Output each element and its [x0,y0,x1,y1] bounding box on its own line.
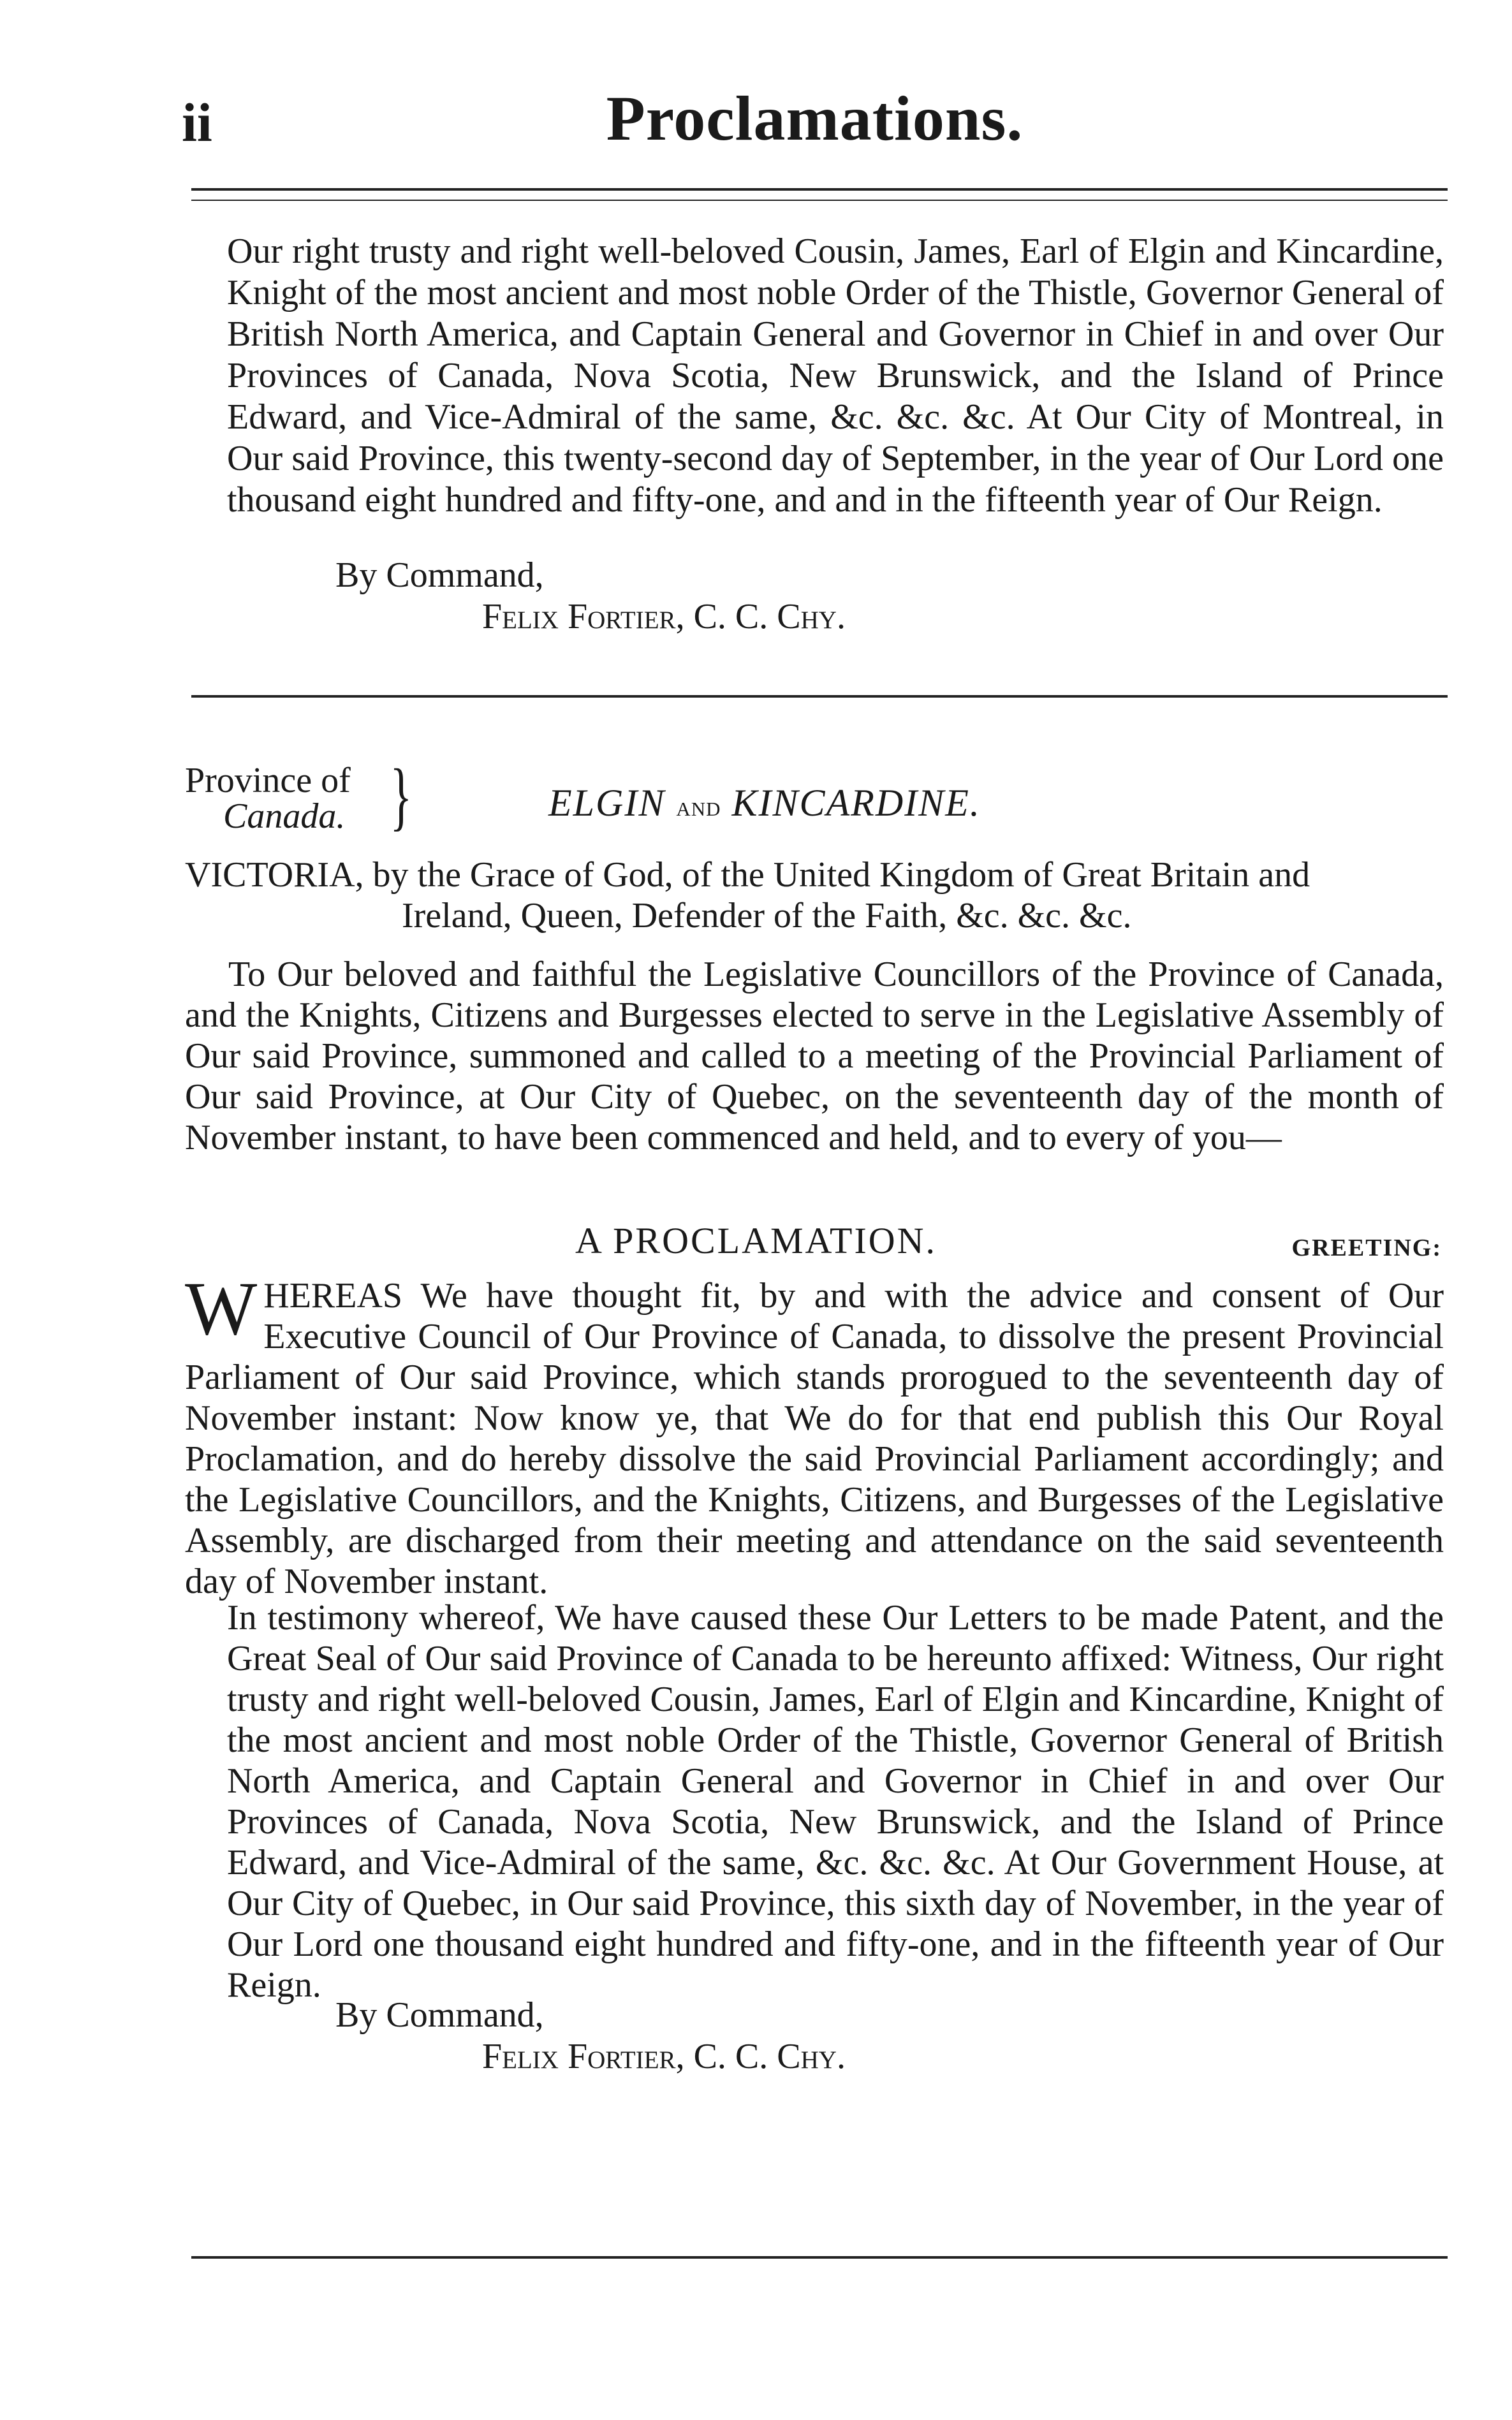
royal-style-line2: Ireland, Queen, Defender of the Faith, &c. &c. &c. [402,896,1132,935]
signatory: Felix Fortier, C. C. Chy. [482,597,846,636]
by-command-2: By Command, [335,1995,544,2035]
whereas-paragraph [185,1266,1444,1602]
governor-and: and [676,791,721,822]
section-divider [191,695,1448,698]
governor-title [548,781,981,825]
page-header [182,77,1448,153]
governor-title-name: KINCARDINE. [731,782,981,824]
brace-glyph: } [390,753,413,838]
drop-cap: W [185,1266,258,1351]
greeting: GREETING: [1291,1235,1442,1261]
by-command: By Command, [335,555,544,595]
royal-style-line1: VICTORIA, by the Grace of God, of the United Kingdom of Great Britain and [185,855,1310,895]
province-place: Canada. [223,796,346,836]
province-of: Province of [185,761,351,800]
royal-style [185,854,1444,936]
whereas-text: HEREAS We have thought fit, by and with the advice and consent of Our Executive Council of Our Province of Canada, to dissolve the present Provincial Parliament of Our said Province, which stands prorogued to the seventeenth day of November instant: Now know ye, that We do for that end publish this Our Royal Proclamation, and do hereby dissolve the said Provincial Parliament accordingly; and the Legislative Councillors, and the Knights, Citizens, and Burgesses of the Legislative Assembly, are discharged from their meeting and attendance on the said seventeenth day of November instant. [185,1276,1444,1601]
page-number: ii [182,92,212,153]
header-double-rule [191,188,1448,201]
address-paragraph: To Our beloved and faithful the Legislative Councillors of the Province of Canada, and the Knights, Citizens and Burgesses elected to serve in the Legislative Assembly of Our said Province, summoned and called to a meeting of the Provincial Parliament of Our said Province, at Our City of Quebec, on the seventeenth day of the month of November instant, to have been commenced and held, and to every of you— [185,955,1444,1157]
governor-name: ELGIN [548,782,666,824]
province-label [185,753,413,838]
signatory-2: Felix Fortier, C. C. Chy. [482,2037,846,2076]
footer-rule [191,2256,1448,2259]
testimony-paragraph: In testimony whereof, We have caused these Our Letters to be made Patent, and the Great Seal of Our said Province of Canada to be hereunto affixed: Witness, Our right trusty and right well-beloved Cousin, James, Earl of Elgin and Kincardine, Knight of the most ancient and most noble Order of the Thistle, Governor General of British North America, and Captain General and Governor in Chief in and over Our Provinces of Canada, Nova Scotia, New Brunswick, and the Island of Prince Edward, and Vice-Admiral of the same, &c. &c. &c. At Our Government House, at Our City of Quebec, in Our said Province, this sixth day of November, in the year of Our Lord one thousand eight hundred and fifty-one, and in the fifteenth year of Our Reign. [227,1598,1444,2005]
first-proclamation-paragraph: Our right trusty and right well-beloved Cousin, James, Earl of Elgin and Kincardine, Knight of the most ancient and most noble Order of the Thistle, Governor General of British North America, and Captain General and Governor in Chief in and over Our Provinces of Canada, Nova Scotia, New Brunswick, and the Island of Prince Edward, and Vice-Admiral of the same, &c. &c. &c. At Our City of Montreal, in Our said Province, this twenty-second day of September, in the year of Our Lord one thousand eight hundred and fifty-one, and and in the fifteenth year of Our Reign. [227,231,1444,520]
first-signature [227,555,1444,638]
proclamation-heading: A PROCLAMATION. [575,1220,937,1261]
running-title: Proclamations. [606,83,1024,154]
second-signature [227,1995,1444,2078]
